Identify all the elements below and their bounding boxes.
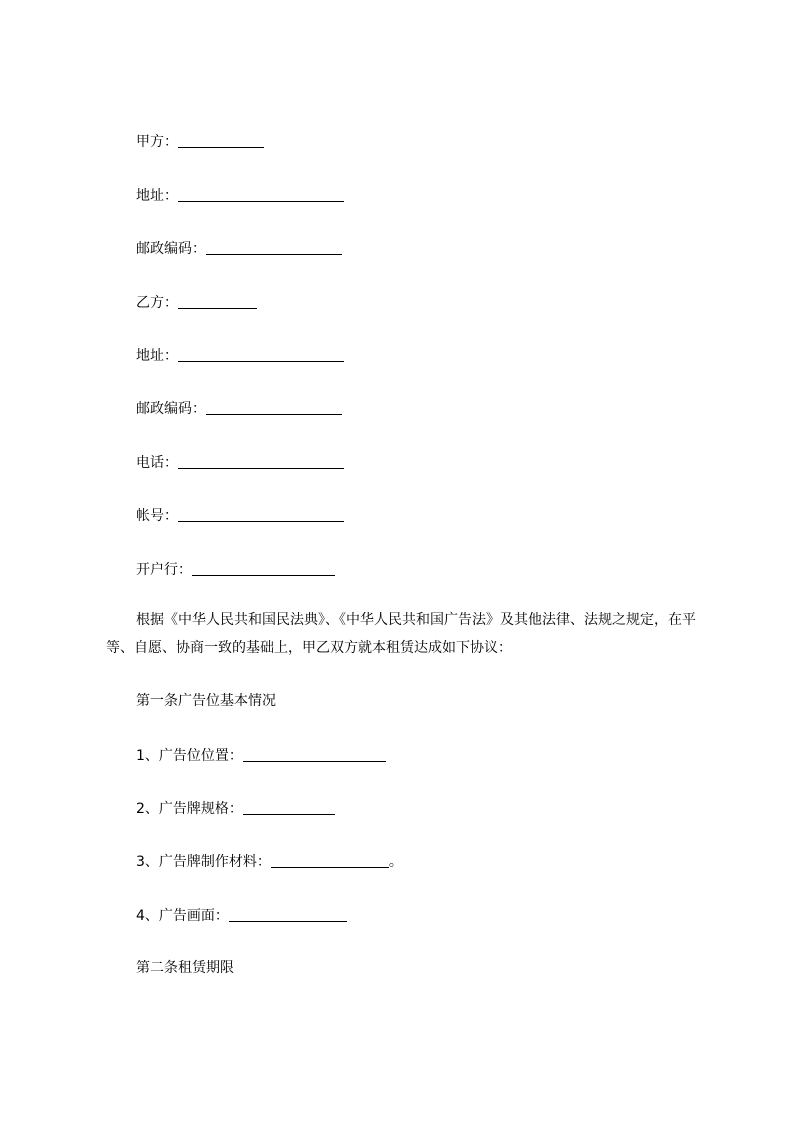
item-3-suffix: 。	[388, 854, 403, 870]
article-1-item-2	[136, 798, 335, 819]
party-a-blank	[178, 133, 264, 148]
bank-blank	[192, 561, 335, 576]
item-2-blank	[243, 800, 335, 815]
postcode-a-label: 邮政编码：	[136, 241, 206, 257]
postcode-b-blank	[206, 400, 342, 415]
intro-paragraph: 根据《中华人民共和国民法典》、《中华人民共和国广告法》及其他法律、法规之规定，在平等、自愿、协商一致的基础上，甲乙双方就本租赁达成如下协议：	[106, 612, 696, 656]
item-1-label: 1、广告位位置：	[136, 748, 243, 764]
item-4-blank	[229, 907, 347, 922]
bank-label: 开户行：	[136, 562, 192, 578]
account-field	[136, 505, 344, 526]
article-1-item-4	[136, 905, 347, 926]
phone-label: 电话：	[136, 455, 178, 471]
article-1-title: 第一条广告位基本情况	[136, 693, 276, 709]
address-a-blank	[178, 187, 344, 202]
item-2-label: 2、广告牌规格：	[136, 801, 243, 817]
address-b-label: 地址：	[136, 348, 178, 364]
phone-blank	[178, 454, 344, 469]
phone-field	[136, 452, 344, 473]
party-b-label: 乙方：	[136, 295, 178, 311]
account-blank	[178, 507, 344, 522]
party-a-field	[136, 131, 264, 152]
postcode-a-blank	[206, 240, 342, 255]
article-2-title: 第二条租赁期限	[136, 960, 234, 976]
postcode-b-label: 邮政编码：	[136, 401, 206, 417]
party-b-field	[136, 292, 257, 313]
postcode-a-field	[136, 238, 342, 259]
address-a-label: 地址：	[136, 188, 178, 204]
address-a-field	[136, 185, 344, 206]
address-b-field	[136, 345, 344, 366]
item-3-label: 3、广告牌制作材料：	[136, 854, 271, 870]
address-b-blank	[178, 347, 344, 362]
article-1-item-3	[136, 851, 403, 872]
item-3-blank	[271, 853, 389, 868]
item-1-blank	[243, 747, 386, 762]
postcode-b-field	[136, 398, 342, 419]
bank-field	[136, 559, 335, 580]
party-a-label: 甲方：	[136, 134, 178, 150]
account-label: 帐号：	[136, 508, 178, 524]
item-4-label: 4、广告画面：	[136, 908, 229, 924]
party-b-blank	[178, 294, 257, 309]
article-1-item-1	[136, 745, 386, 766]
